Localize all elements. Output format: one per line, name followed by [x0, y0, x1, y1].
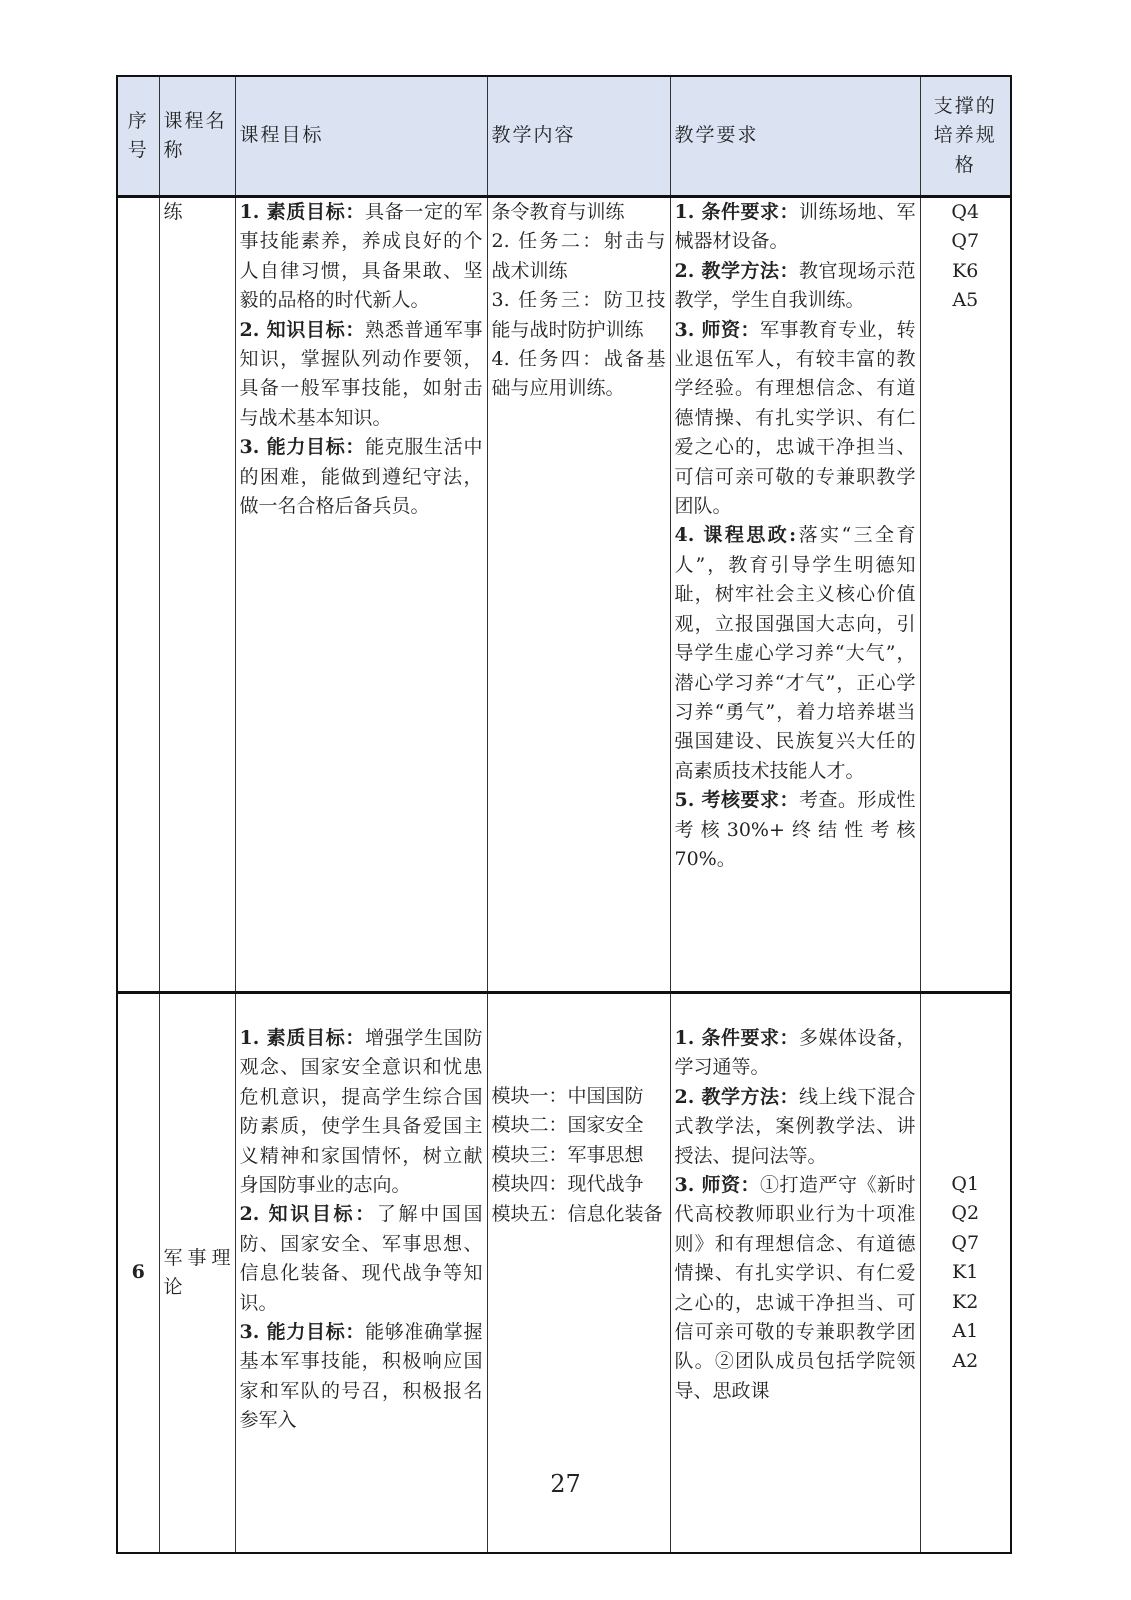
req-item: 1. 条件要求：多媒体设备，学习通等。: [674, 1027, 916, 1079]
table-header-row: [117, 76, 1011, 197]
req-item: 2. 教学方法：线上线下混合式教学法，案例教学法、讲授法、提问法等。: [674, 1085, 916, 1167]
req-item: 2. 教学方法：教官现场示范教学，学生自我训练。: [674, 259, 916, 312]
req-item: 4. 课程思政:落实“三全育人”，教育引导学生明德知耻，树牢社会主义核心价值观，立报国强国大志向，引导学生虚心学习养“大气”，潜心学习养“才气”，正心学习养“勇气”，着力培养堪当强国建设、民族复兴大任的高素质技术技能人才。: [674, 524, 916, 782]
content-item: 条令教育与训练: [491, 201, 625, 223]
content-item: 4. 任务四：战备基础与应用训练。: [491, 348, 666, 400]
row-support-specs: [920, 197, 1011, 993]
row-course-name: 练: [159, 197, 235, 993]
header-course-goal: 课程目标: [235, 76, 487, 197]
content-item: 模块一：中国国防: [491, 1085, 644, 1107]
spec-item: Q4: [951, 201, 980, 223]
spec-item: A5: [952, 289, 979, 312]
spec-item: Q2: [951, 1202, 980, 1225]
goal-item: 2. 知识目标：了解中国国防、国家安全、军事思想、信息化装备、现代战争等知识。: [239, 1203, 483, 1314]
content-item: 3. 任务三：防卫技能与战时防护训练: [491, 289, 666, 341]
header-support-spec: 支撑的培养规格: [920, 76, 1011, 197]
row-course-goals: [235, 197, 487, 993]
req-item: 3. 师资：军事教育专业，转业退伍军人，有较丰富的教学经验。有理想信念、有道德情操、有扎实学识、有仁爱之心的，忠诚干净担当、可信可亲可敬的专兼职教学团队。: [674, 318, 916, 518]
req-item: 1. 条件要求：训练场地、军械器材设备。: [674, 201, 916, 253]
row-teaching-requirements: [670, 993, 920, 1554]
header-seq: 序号: [117, 76, 159, 197]
row-course-name: 军事理论: [159, 993, 235, 1554]
spec-item: Q7: [951, 1231, 980, 1254]
table-row: [117, 993, 1011, 1554]
row-seq: 6: [117, 993, 159, 1554]
spec-item: K2: [952, 1290, 979, 1313]
row-course-goals: [235, 993, 487, 1554]
spec-item: A2: [952, 1349, 979, 1372]
header-teaching-content: 教学内容: [487, 76, 670, 197]
content-item: 模块三：军事思想: [491, 1143, 644, 1166]
req-item: 3. 师资：①打造严守《新时代高校教师职业行为十项准则》和有理想信念、有道德情操、有扎实学识、有仁爱之心的，忠诚干净担当、可信可亲可敬的专兼职教学团队。②团队成员包括学院领导、思政课: [674, 1174, 916, 1402]
goal-item: 2. 知识目标：熟悉普通军事知识，掌握队列动作要领，具备一般军事技能，如射击与战术基本知识。: [239, 318, 483, 429]
req-item: 5. 考核要求：考查。形成性考核30%+终结性考核70%。: [674, 789, 916, 870]
content-item: 模块五：信息化装备: [491, 1202, 663, 1225]
spec-item: Q1: [951, 1173, 980, 1196]
row-support-specs: [920, 993, 1011, 1554]
content-item: 2. 任务二：射击与战术训练: [491, 230, 666, 282]
page-number: 27: [550, 1470, 581, 1498]
spec-item: K1: [952, 1261, 979, 1284]
content-item: 模块四：现代战争: [491, 1173, 644, 1196]
row-teaching-contents: [487, 993, 670, 1554]
goal-item: 3. 能力目标：能克服生活中的困难，能做到遵纪守法，做一名合格后备兵员。: [239, 436, 483, 518]
row-seq: [117, 197, 159, 993]
row-teaching-requirements: [670, 197, 920, 993]
course-table: [116, 75, 1012, 1554]
header-teaching-requirement: 教学要求: [670, 76, 920, 197]
table-row: [117, 197, 1011, 993]
goal-item: 1. 素质目标：具备一定的军事技能素养，养成良好的个人自律习惯，具备果敢、坚毅的品格的时代新人。: [239, 201, 483, 312]
spec-item: A1: [952, 1320, 979, 1343]
header-course-name: 课程名称: [159, 76, 235, 197]
goal-item: 3. 能力目标：能够准确掌握基本军事技能，积极响应国家和军队的号召，积极报名参军入: [239, 1321, 483, 1432]
spec-item: K6: [952, 259, 979, 282]
spec-item: Q7: [951, 230, 980, 253]
row-teaching-contents: [487, 197, 670, 993]
content-item: 模块二：国家安全: [491, 1114, 644, 1137]
goal-item: 1. 素质目标：增强学生国防观念、国家安全意识和忧患危机意识，提高学生综合国防素质，使学生具备爱国主义精神和家国情怀，树立献身国防事业的志向。: [239, 1027, 483, 1197]
